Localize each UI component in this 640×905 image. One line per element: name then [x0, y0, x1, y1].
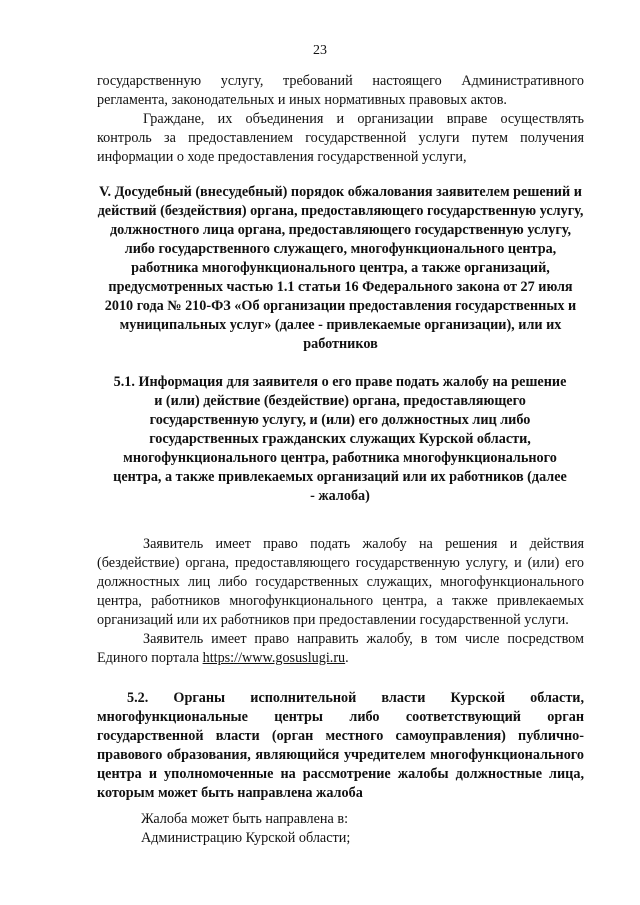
section-5-2-text: Органы исполнительной власти Курской области, многофункциональные центры либо соответствующий орган государственной власти (орган местного самоуправления) публично-правового образования, являющийся учредителем многофункционального центра и уполномоченные на рассмотрение жалобы должностные лица, которым может быть направлена жалоба [97, 690, 585, 801]
paragraph-complaint-portal [97, 630, 584, 668]
section-5-2-heading [97, 689, 584, 803]
portal-text: Заявитель имеет право направить жалобу, в том числе посредством Единого портала [97, 631, 584, 666]
paragraph-complaint-destination: Жалоба может быть направлена в: [141, 811, 349, 827]
section-5-2-number: 5.2. [127, 690, 149, 706]
paragraph-service-compliance: государственную услугу, требований настоящего Административного регламента, законодательных и иных нормативных правовых актов. [97, 73, 584, 108]
portal-end: . [345, 650, 349, 666]
paragraph-citizens-control: Граждане, их объединения и организации вправе осуществлять контроль за предоставлением государственной услуги путем получения информации о ходе предоставления государственной услуги, [97, 111, 584, 165]
section-5-1-heading: 5.1. Информация для заявителя о его праве подать жалобу на решение и (или) действие (бездействие) органа, предоставляющего государственную услугу, и (или) его должностных лиц либо государственных гражданских служащих Курской области, многофункционального центра, работника многофункционального центра, а также привлекаемых организаций или их работников (далее - жалоба) [113, 374, 567, 504]
gosuslugi-link[interactable]: https://www.gosuslugi.ru [202, 650, 346, 666]
section-5-heading: V. Досудебный (внесудебный) порядок обжалования заявителем решений и действий (бездействия) органа, предоставляющего государственную услугу, должностного лица органа, предоставляющего государственную услугу, либо государственного служащего, многофункционального центра, работника многофункционального центра, а также организаций, предусмотренных частью 1.1 статьи 16 Федерального закона от 27 июля 2010 года № 210-ФЗ «Об организации предоставления государственных и муниципальных услуг» (далее - привлекаемые организации), или их работников [97, 184, 584, 352]
page-number: 23 [313, 43, 327, 58]
paragraph-kursk-administration: Администрацию Курской области; [141, 830, 351, 846]
paragraph-complaint-right: Заявитель имеет право подать жалобу на решения и действия (бездействие) органа, предоставляющего государственную услугу, и (или) его должностных лиц либо государственных служащих, многофункционального центра, работников многофункционального центра, а также привлекаемых организаций или их работников при предоставлении государственной услуги. [97, 536, 584, 628]
